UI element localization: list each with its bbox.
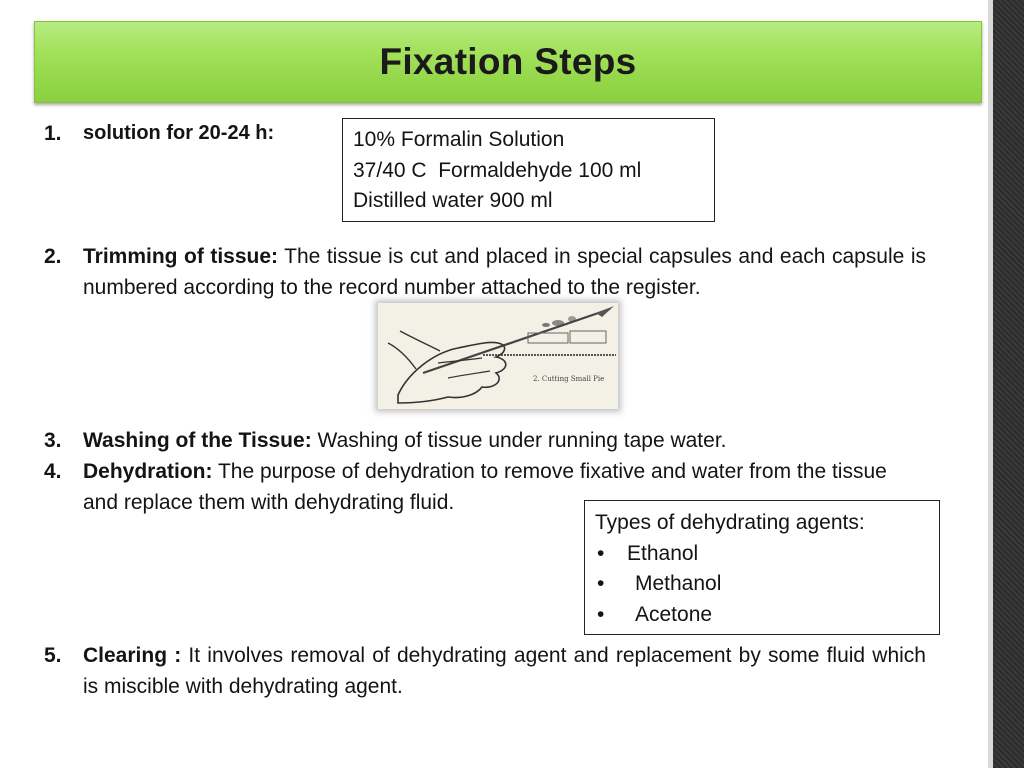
- agent-list-item: [595, 539, 931, 570]
- hand-scalpel-drawing: [378, 303, 618, 409]
- step-5: [44, 640, 926, 702]
- step-2-label: Trimming of tissue:: [83, 245, 279, 268]
- step-4-text: The purpose of dehydration to remove fixative and water from the tissue and replace them with dehydrating fluid.: [83, 460, 887, 514]
- title-banner: [34, 21, 982, 103]
- step-3-label: Washing of the Tissue:: [83, 429, 312, 452]
- step-4-label: Dehydration:: [83, 460, 213, 483]
- bullet: •: [597, 572, 605, 595]
- agents-heading: Types of dehydrating agents:: [595, 511, 865, 534]
- step-number: 4.: [44, 460, 62, 483]
- step-2: [44, 241, 926, 303]
- step-number: 3.: [44, 429, 62, 452]
- agent-list-item: [595, 569, 931, 600]
- step-5-text: It involves removal of dehydrating agent and replacement by some fluid which is miscible with dehydrating agent.: [83, 644, 926, 698]
- step-number: 5.: [44, 644, 62, 667]
- bullet: •: [597, 602, 605, 626]
- step-number: 2.: [44, 245, 62, 268]
- agent-list-item: [595, 600, 931, 631]
- dehydrating-agents-box: [584, 500, 940, 635]
- step-1-text: solution for 20-24 h:: [83, 122, 275, 144]
- agent-name: Acetone: [635, 602, 713, 626]
- slide-title: Fixation Steps: [379, 41, 637, 82]
- formalin-line-2: 37/40 C Formaldehyde 100 ml: [353, 158, 642, 182]
- step-5-label: Clearing :: [83, 644, 182, 667]
- illustration-caption: 2. Cutting Small Pie: [533, 375, 605, 383]
- step-3: [44, 425, 926, 456]
- step-3-text: Washing of tissue under running tape water.: [311, 429, 727, 452]
- decorative-right-border: [988, 0, 1024, 768]
- step-2-text: The tissue is cut and placed in special capsules and each capsule is numbered according to the record number attached to the register.: [83, 245, 926, 299]
- formalin-solution-box: [342, 118, 715, 222]
- step-number: 1.: [44, 122, 62, 145]
- agent-name: Methanol: [635, 572, 722, 595]
- formalin-line-3: Distilled water 900 ml: [353, 189, 553, 212]
- tissue-cutting-illustration: [378, 303, 618, 409]
- formalin-line-1: 10% Formalin Solution: [353, 128, 565, 151]
- bullet: •: [597, 541, 605, 565]
- agent-name: Ethanol: [627, 541, 699, 565]
